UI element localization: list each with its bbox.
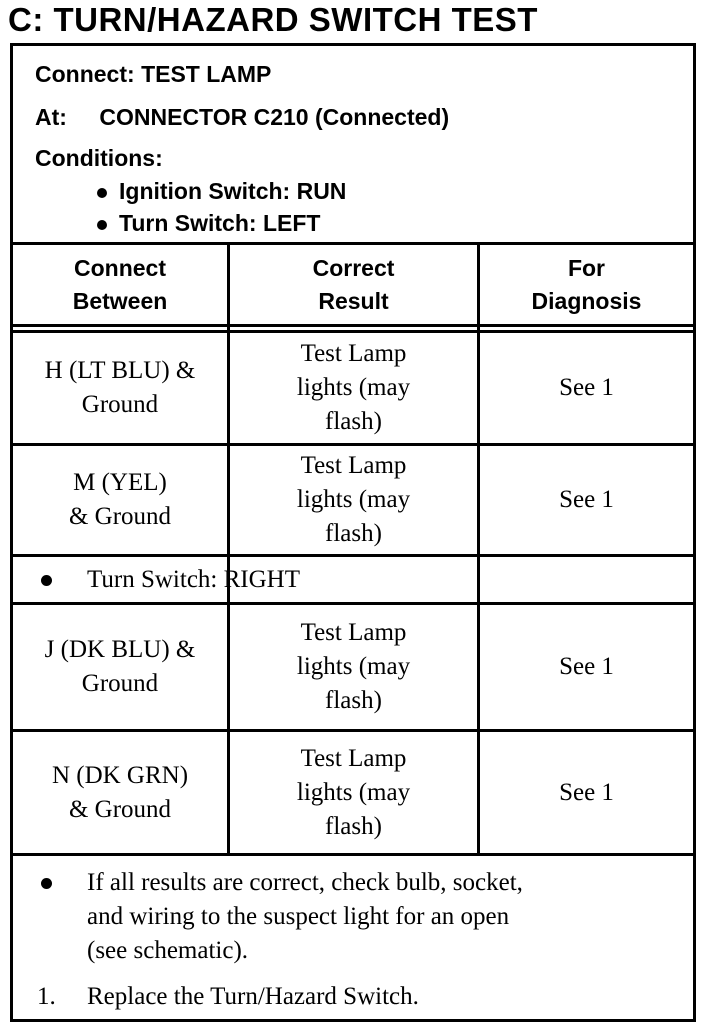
table-cell-diagnosis: See 1 — [559, 778, 614, 806]
step-text: Replace the Turn/Hazard Switch. — [87, 983, 419, 1010]
table-cell-between: J (DK BLU) & Ground — [44, 636, 196, 697]
table-cell-diagnosis: See 1 — [559, 653, 614, 680]
bullet-icon — [41, 878, 52, 889]
note-line: (see schematic). — [87, 937, 249, 964]
column-header-correct-result: Correct Result — [312, 254, 395, 314]
divider — [13, 554, 693, 557]
note-line: and wiring to the suspect light for an open — [87, 903, 510, 930]
table-cell-between: M (YEL) & Ground — [68, 469, 172, 530]
table-cell-result: Test Lamp lights (may flash) — [296, 744, 411, 840]
bullet-icon — [41, 575, 52, 586]
condition-text: Ignition Switch: RUN — [119, 178, 347, 204]
column-header-connect-between: Connect Between — [72, 254, 168, 314]
divider — [13, 324, 693, 327]
table-cell-diagnosis: See 1 — [559, 374, 614, 401]
mid-condition: Turn Switch: RIGHT — [87, 566, 300, 593]
table-cell-result: Test Lamp lights (may flash) — [296, 452, 411, 547]
table-cell-diagnosis: See 1 — [559, 486, 614, 513]
page-title: C: TURN/HAZARD SWITCH TEST — [8, 1, 538, 38]
connect-line — [35, 59, 271, 89]
note-line: If all results are correct, check bulb, socket, — [87, 869, 523, 896]
at-line — [35, 102, 449, 132]
connect-value: TEST LAMP — [141, 61, 272, 87]
condition-text: Turn Switch: LEFT — [119, 210, 321, 236]
bullet-icon — [97, 220, 107, 230]
table-cell-between: H (LT BLU) & Ground — [44, 357, 196, 418]
table-cell-result: Test Lamp lights (may flash) — [296, 619, 411, 714]
conditions-label: Conditions: — [35, 145, 163, 171]
test-table — [10, 43, 696, 1022]
step-number: 1. — [37, 983, 56, 1010]
divider — [13, 853, 693, 856]
column-header-for-diagnosis: For Diagnosis — [531, 254, 642, 314]
table-cell-result: Test Lamp lights (may flash) — [296, 340, 411, 435]
condition-item — [97, 208, 320, 238]
table-cell-between: N (DK GRN) & Ground — [51, 761, 189, 823]
connect-label: Connect: — [35, 61, 135, 87]
at-value: CONNECTOR C210 (Connected) — [99, 104, 450, 130]
at-label: At: — [35, 104, 67, 130]
condition-item — [97, 176, 346, 206]
bullet-icon — [97, 188, 107, 198]
